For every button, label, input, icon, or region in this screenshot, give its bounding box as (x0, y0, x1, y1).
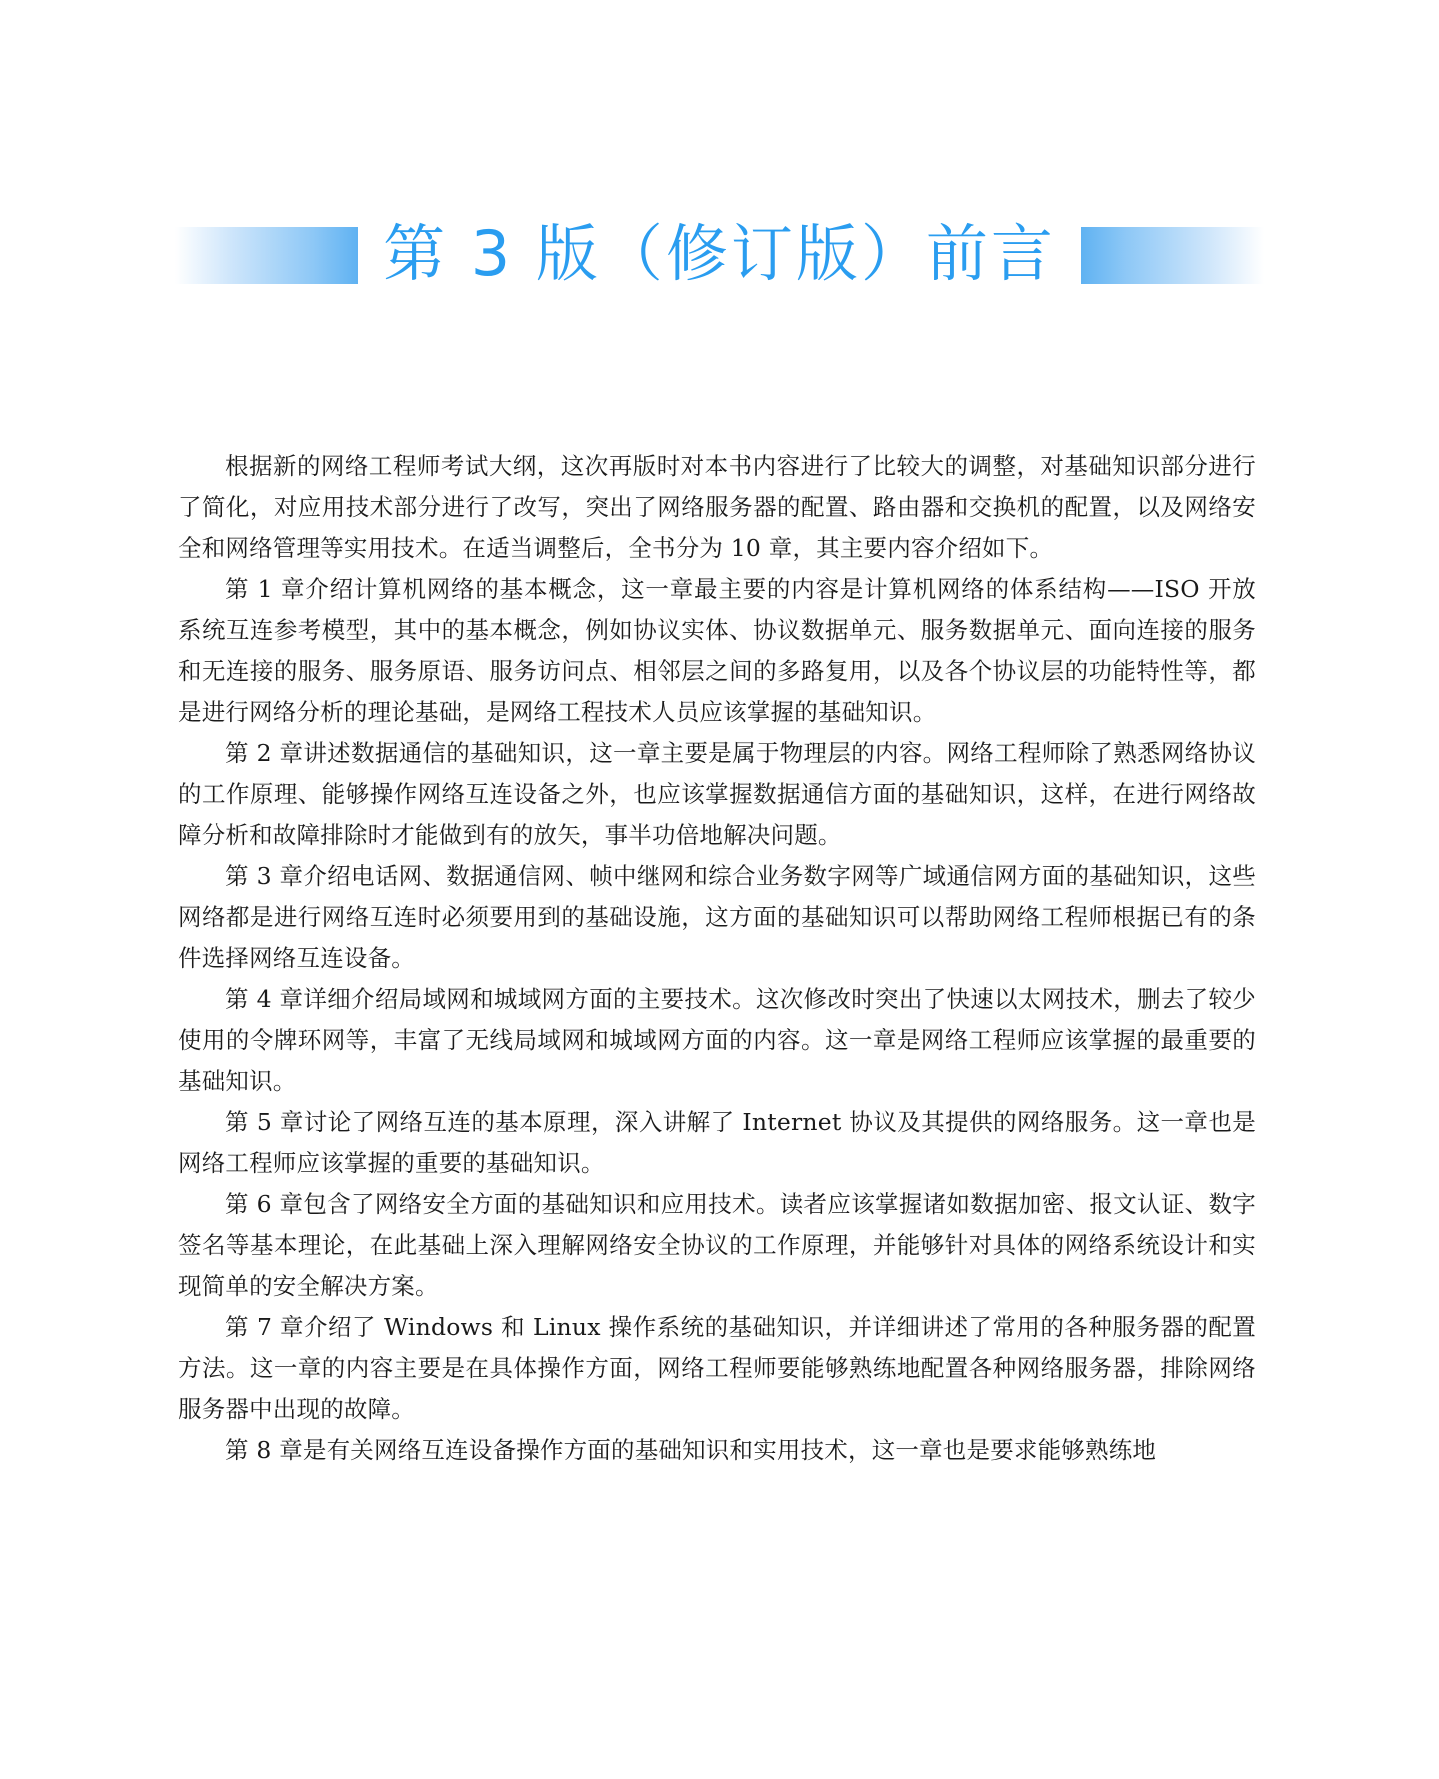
paragraph-chapter-2: 第 2 章讲述数据通信的基础知识，这一章主要是属于物理层的内容。网络工程师除了熟悉网络协议的工作原理、能够操作网络互连设备之外，也应该掌握数据通信方面的基础知识，这样，在进行网络故障分析和故障排除时才能做到有的放矢，事半功倍地解决问题。 (178, 739, 1256, 849)
body-text (178, 446, 1256, 1471)
paragraph-intro: 根据新的网络工程师考试大纲，这次再版时对本书内容进行了比较大的调整，对基础知识部分进行了简化，对应用技术部分进行了改写，突出了网络服务器的配置、路由器和交换机的配置，以及网络安全和网络管理等实用技术。在适当调整后，全书分为 10 章，其主要内容介绍如下。 (178, 452, 1256, 562)
title-bar-right (1081, 227, 1264, 284)
paragraph-chapter-6: 第 6 章包含了网络安全方面的基础知识和应用技术。读者应该掌握诸如数据加密、报文认证、数字签名等基本理论，在此基础上深入理解网络安全协议的工作原理，并能够针对具体的网络系统设计和实现简单的安全解决方案。 (178, 1190, 1256, 1300)
paragraph-chapter-1: 第 1 章介绍计算机网络的基本概念，这一章最主要的内容是计算机网络的体系结构——ISO 开放系统互连参考模型，其中的基本概念，例如协议实体、协议数据单元、服务数据单元、面向连接的服务和无连接的服务、服务原语、服务访问点、相邻层之间的多路复用，以及各个协议层的功能特性等，都是进行网络分析的理论基础，是网络工程技术人员应该掌握的基础知识。 (178, 575, 1256, 726)
title-banner (175, 217, 1264, 290)
paragraph-chapter-5: 第 5 章讨论了网络互连的基本原理，深入讲解了 Internet 协议及其提供的网络服务。这一章也是网络工程师应该掌握的重要的基础知识。 (178, 1108, 1256, 1177)
title-bar-left (175, 227, 358, 284)
page-title: 第 3 版（修订版）前言 (383, 217, 1056, 290)
paragraph-chapter-3: 第 3 章介绍电话网、数据通信网、帧中继网和综合业务数字网等广域通信网方面的基础知识，这些网络都是进行网络互连时必须要用到的基础设施，这方面的基础知识可以帮助网络工程师根据已有的条件选择网络互连设备。 (178, 862, 1256, 972)
paragraph-chapter-8: 第 8 章是有关网络互连设备操作方面的基础知识和实用技术，这一章也是要求能够熟练地 (225, 1436, 1157, 1464)
paragraph-chapter-4: 第 4 章详细介绍局域网和城域网方面的主要技术。这次修改时突出了快速以太网技术，删去了较少使用的令牌环网等，丰富了无线局域网和城域网方面的内容。这一章是网络工程师应该掌握的最重要的基础知识。 (178, 985, 1256, 1095)
paragraph-chapter-7: 第 7 章介绍了 Windows 和 Linux 操作系统的基础知识，并详细讲述了常用的各种服务器的配置方法。这一章的内容主要是在具体操作方面，网络工程师要能够熟练地配置各种网络服务器，排除网络服务器中出现的故障。 (178, 1313, 1256, 1423)
